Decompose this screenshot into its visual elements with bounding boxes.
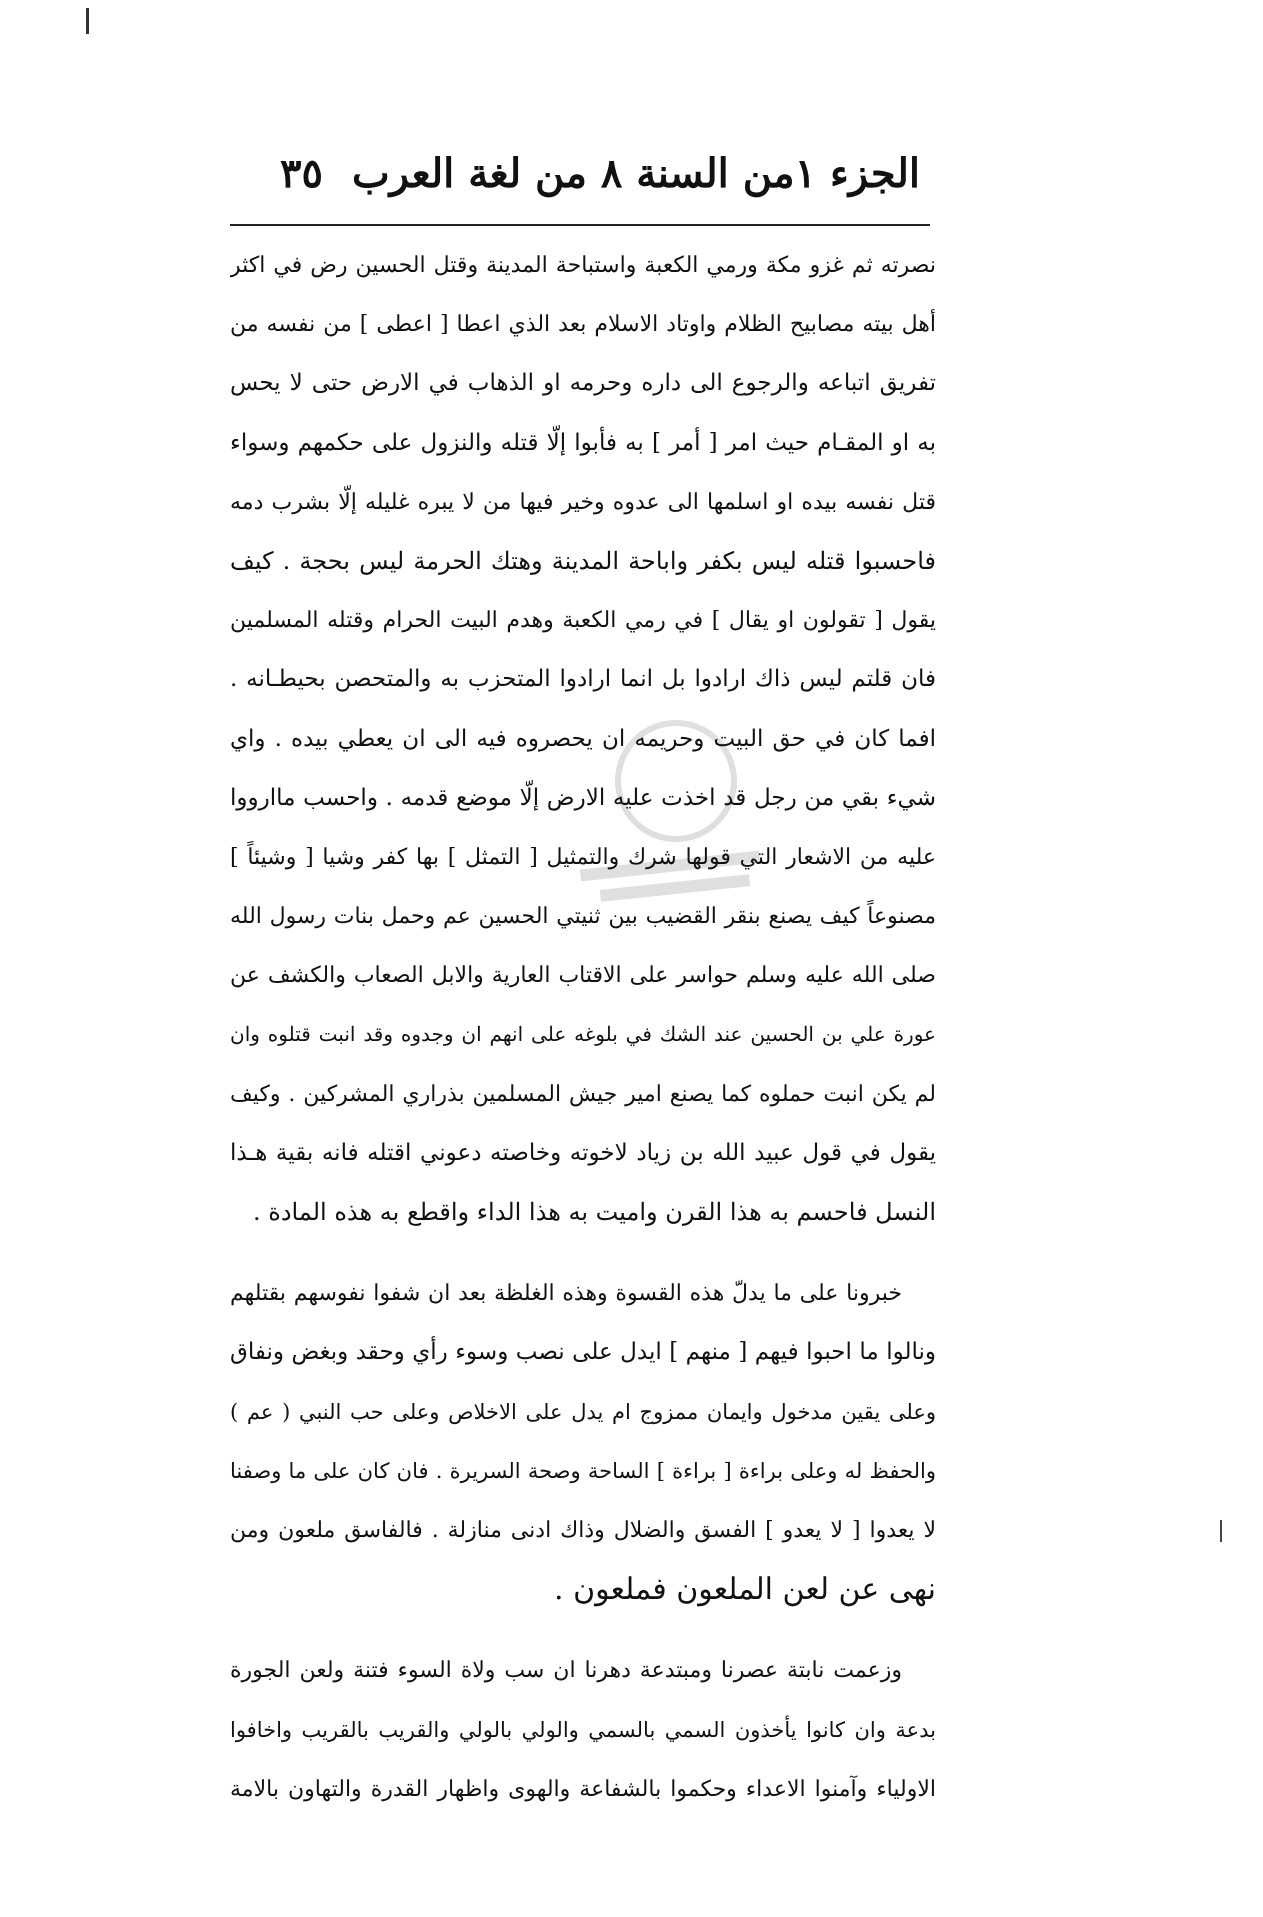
running-head <box>280 150 920 214</box>
text-line: بدعة وان كانوا يأخذون السمي بالسمي والولي بالولي والقريب بالقريب واخافوا <box>230 1717 936 1742</box>
text-line: عورة علي بن الحسين عند الشك في بلوغه على انهم ان وجدوه وقد انبت قتلوه وان <box>230 1022 936 1047</box>
text-line: وعلى يقين مدخول وايمان ممزوج ام يدل على الاخلاص وعلى حب النبي ( عم ) <box>230 1399 936 1424</box>
text-line: عليه من الاشعار التي قولها شرك والتمثيل [ التمثل ] بها كفر وشيا [ وشيئاً ] <box>230 844 936 870</box>
text-line: شيء بقي من رجل قد اخذت عليه الارض إلّا موضع قدمه . واحسب ماارووا <box>230 784 936 811</box>
text-line: مصنوعاً كيف يصنع بنقر القضيب بين ثنيتي الحسين عم وحمل بنات رسول الله <box>230 904 936 930</box>
text-line: نصرته ثم غزو مكة ورمي الكعبة واستباحة المدينة وقتل الحسين رض في اكثر <box>230 253 936 278</box>
text-line: ونالوا ما احبوا فيهم [ منهم ] ايدل على نصب وسوء رأي وحقد وبغض ونفاق <box>230 1339 936 1366</box>
paragraph-gap <box>230 1619 936 1641</box>
text-line: فاحسبوا قتله ليس بكفر واباحة المدينة وهتك الحرمة ليس بحجة . كيف <box>230 546 936 575</box>
text-line: أهل بيته مصابيح الظلام واوتاد الاسلام بعد الذي اعطا [ اعطى ] من نفسه من <box>230 312 936 338</box>
paragraph-1 <box>230 236 936 1242</box>
text-line: يقول في قول عبيد الله بن زياد لاخوته وخاصته دعوني اقتله فانه بقية هـذا <box>230 1139 936 1166</box>
page-number: ٣٥ <box>280 150 323 197</box>
running-title: الجزء ١من السنة ٨ من لغة العرب <box>351 150 920 197</box>
text-line: يقول [ تقولون او يقال ] في رمي الكعبة وهدم البيت الحرام وقتله المسلمين <box>230 608 936 634</box>
text-line: فان قلتم ليس ذاك ارادوا بل انما ارادوا المتحزب به والمتحصن بحيطـانه . <box>230 666 936 693</box>
text-line: لم يكن انبت حملوه كما يصنع امير جيش المسلمين بذراري المشركين . وكيف <box>230 1081 936 1107</box>
text-line: صلى الله عليه وسلم حواسر على الاقتاب العارية والابل الصعاب والكشف عن <box>230 963 936 989</box>
scan-mark <box>1220 1520 1222 1542</box>
text-line: تفريق اتباعه والرجوع الى داره وحرمه او الذهاب في الارض حتى لا يحس <box>230 370 936 397</box>
text-line: لا يعدوا [ لا يعدو ] الفسق والضلال وذاك ادنى منازلة . فالفاسق ملعون ومن <box>230 1517 936 1543</box>
text-line: الاولياء وآمنوا الاعداء وحكموا بالشفاعة والهوى واظهار القدرة والتهاون بالامة <box>230 1776 936 1802</box>
text-line: افما كان في حق البيت وحريمه ان يحصروه فيه الى ان يعطي بيده . واي <box>230 725 936 752</box>
header-rule <box>230 224 930 226</box>
paragraph-2 <box>230 1264 936 1619</box>
paragraph-gap <box>230 1242 936 1264</box>
text-line: خبرونا على ما يدلّ هذه القسوة وهذه الغلظة بعد ان شفوا نفوسهم بقتلهم <box>230 1281 902 1307</box>
text-line: نهى عن لعن الملعون فملعون . <box>554 1572 936 1608</box>
text-line: قتل نفسه بيده او اسلمها الى عدوه وخير فيها من لا يبره غليله إلّا بشرب دمه <box>230 489 936 515</box>
body-text <box>230 236 936 1819</box>
text-line: والحفظ له وعلى براءة [ براءة ] الساحة وصحة السريرة . فان كان على ما وصفنا <box>230 1458 936 1483</box>
paragraph-3 <box>230 1641 936 1819</box>
text-line: النسل فاحسم به هذا القرن واميت به هذا الداء واقطع به هذه المادة . <box>253 1198 936 1226</box>
text-line: به او المقـام حيث امر [ أمر ] به فأبوا إلّا قتله والنزول على حكمهم وسواء <box>230 429 936 456</box>
text-line: وزعمت نابتة عصرنا ومبتدعة دهرنا ان سب ولاة السوء فتنة ولعن الجورة <box>230 1658 902 1684</box>
scan-mark <box>86 8 89 34</box>
